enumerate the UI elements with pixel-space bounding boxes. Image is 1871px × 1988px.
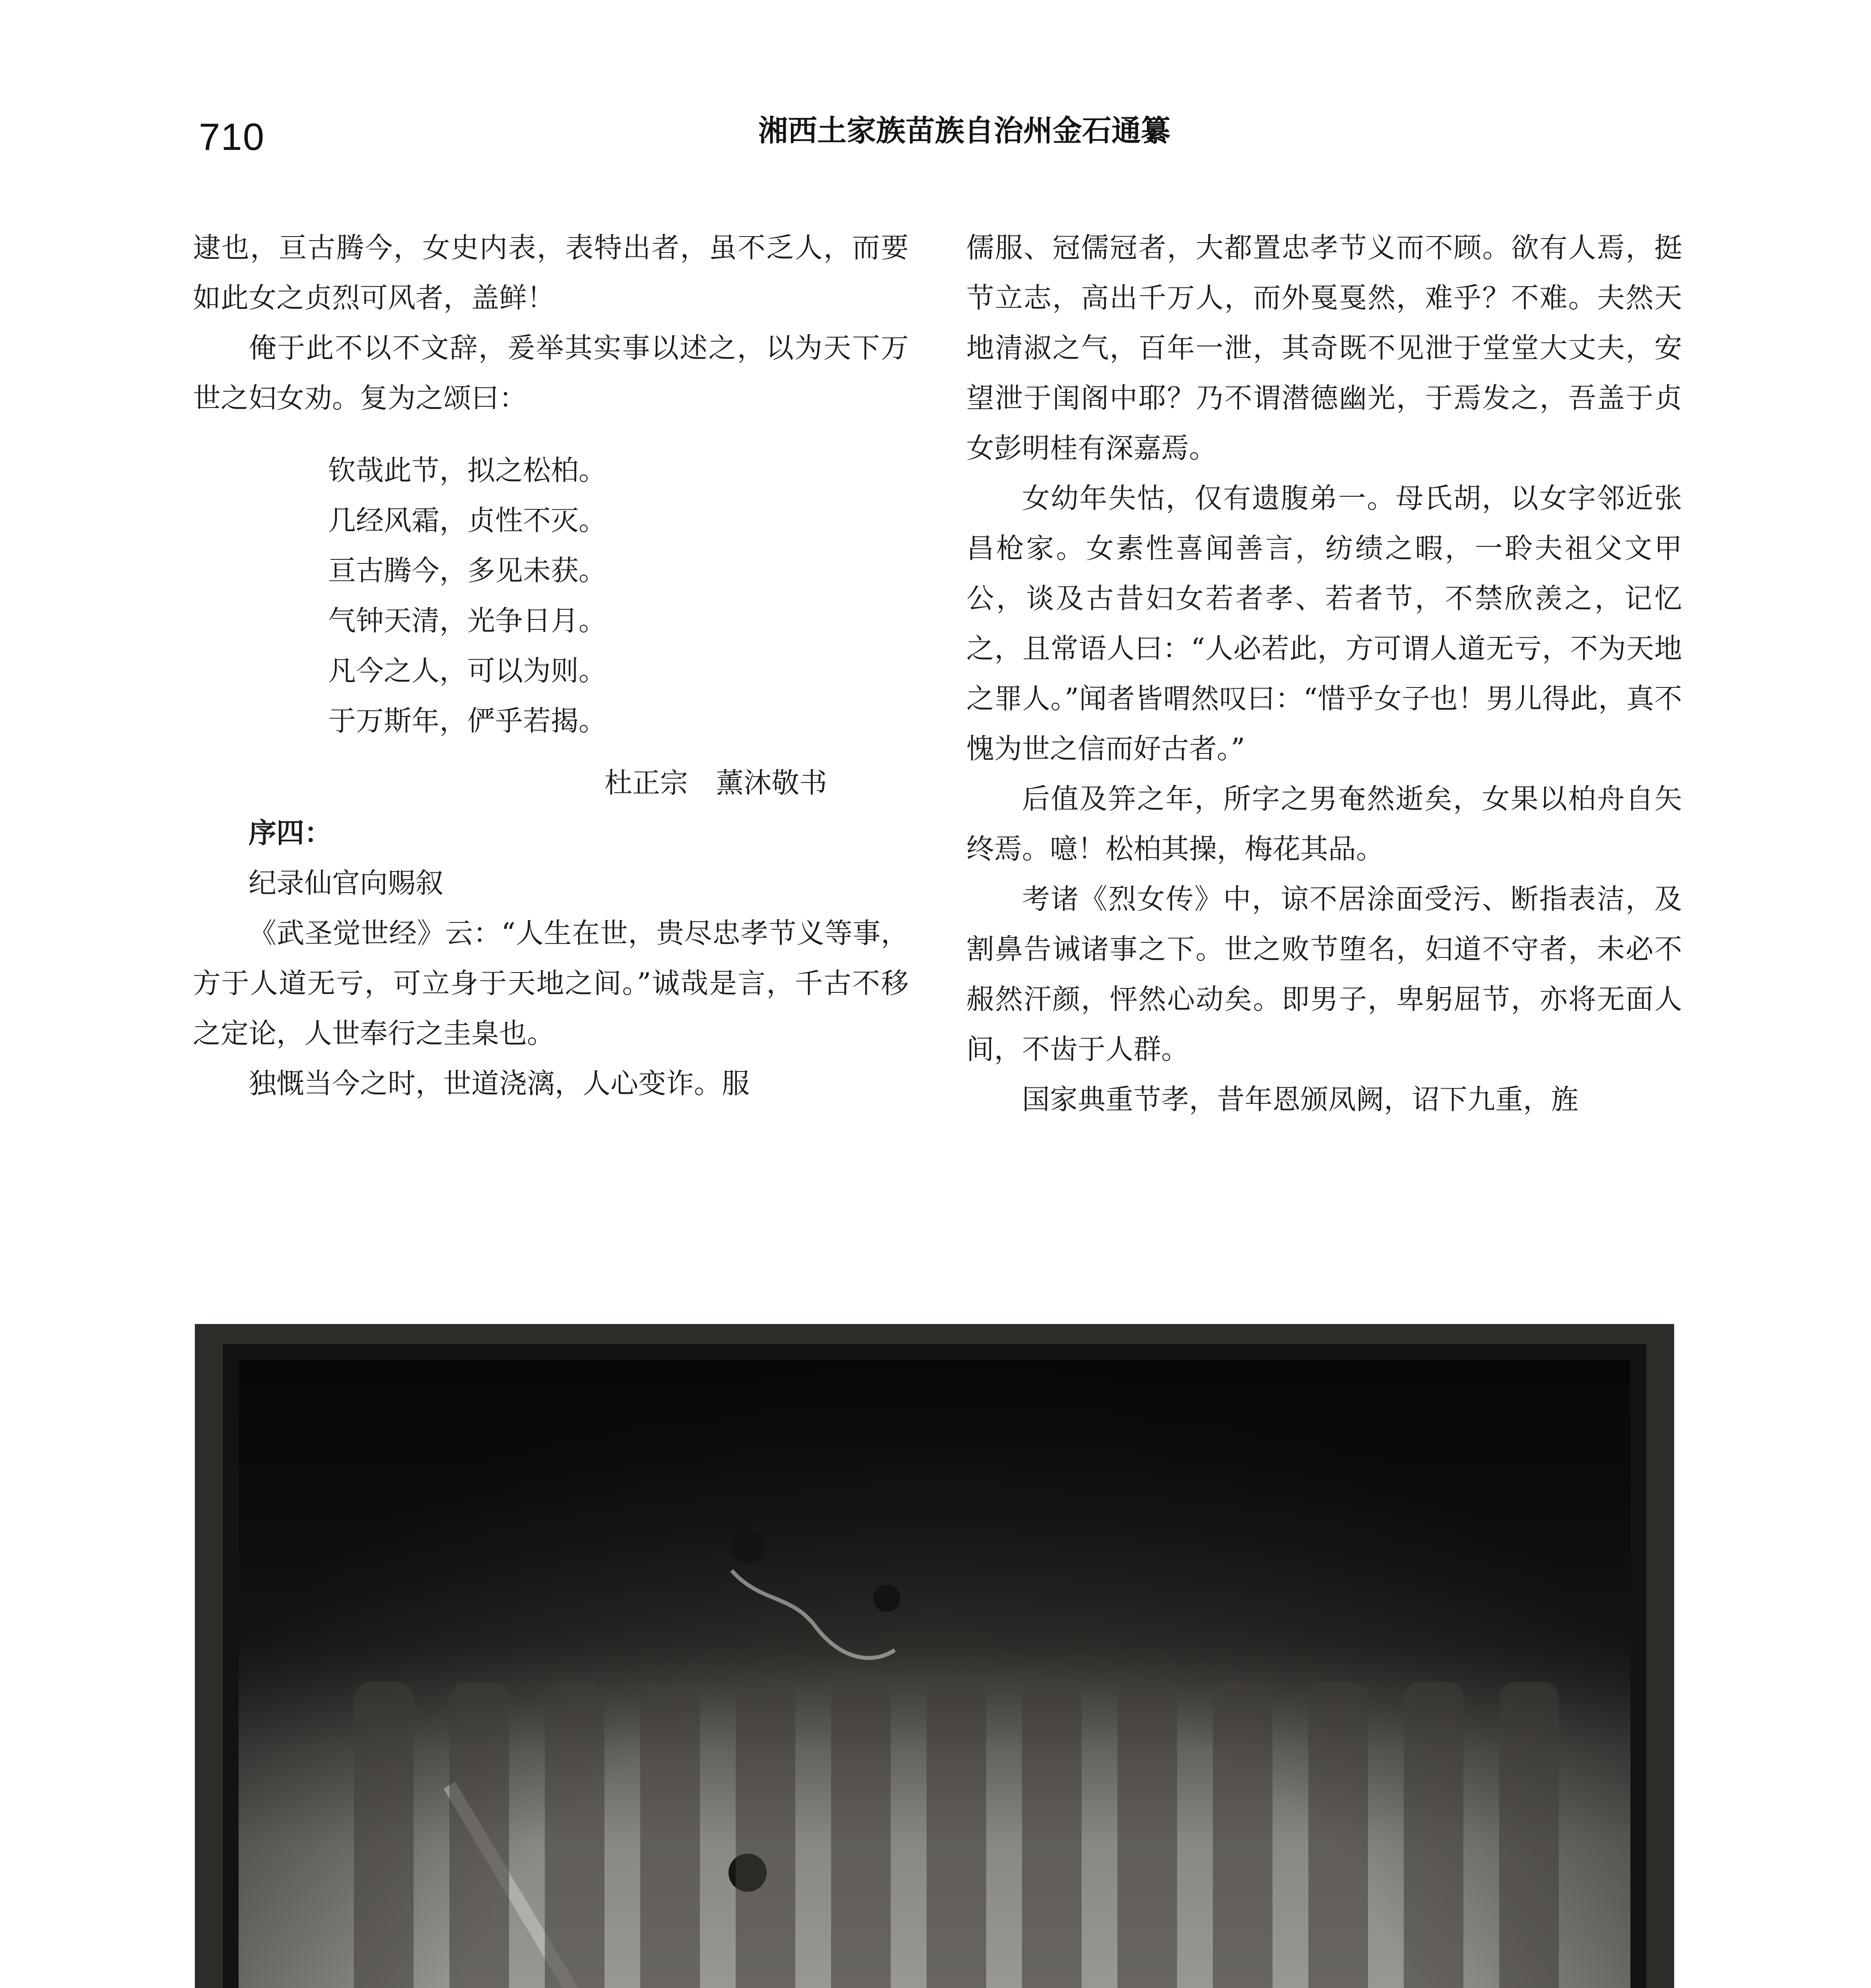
section-subtitle: 纪录仙官向赐叙 (249, 867, 443, 899)
section-label: 序四： (249, 816, 332, 849)
poem-line-2: 几经风霜，贞性不灭。 (328, 504, 606, 537)
right-paragraph-5: 国家典重节孝，昔年恩颁凤阙，诏下九重，旌 (1022, 1083, 1579, 1116)
left-column (193, 223, 909, 1109)
poem-line-1: 钦哉此节，拟之松柏。 (328, 454, 606, 487)
right-paragraph-1: 儒服、冠儒冠者，大都置忠孝节义而不顾。欲有人焉，挺节立志，高出千万人，而外戛戛然，难乎？不难。夫然天地清淑之气，百年一泄，其奇既不见泄于堂堂大丈夫，安望泄于闺阁中耶？乃不谓潜德幽光，于焉发之，吾盖于贞女彭明桂有深嘉焉。 (966, 231, 1682, 464)
right-column (966, 223, 1682, 1124)
ode-poem (328, 445, 909, 746)
poem-line-4: 气钟天清，光争日月。 (328, 604, 606, 637)
page-number: 710 (199, 116, 265, 158)
left-paragraph-4: 《武圣觉世经》云：“人生在世，贵尽忠孝节义等事，方于人道无亏，可立身于天地之间。”诚哉是言，千古不移之定论，人世奉行之圭臬也。 (193, 917, 909, 1050)
right-paragraph-4: 考诸《烈女传》中，谅不居涂面受污、断指表洁，及割鼻告诫诸事之下。世之败节堕名，妇道不守者，未必不赧然汗颜，怦然心动矣。即男子，卑躬屈节，亦将无面人间，不齿于人群。 (966, 883, 1682, 1066)
poem-line-5: 凡今之人，可以为则。 (328, 654, 606, 687)
right-paragraph-2: 女幼年失怙，仅有遗腹弟一。母氏胡，以女字邻近张昌枪家。女素性喜闻善言，纺绩之暇，一聆夫祖父文甲公，谈及古昔妇女若者孝、若者节，不禁欣羡之，记忆之，且常语人曰：“人必若此，方可谓人道无亏，不为天地之罪人。”闻者皆喟然叹曰：“惜乎女子也！男儿得此，真不愧为世之信而好古者。” (966, 482, 1682, 765)
running-title: 湘西土家族苗族自治州金石通纂 (758, 114, 1170, 148)
left-paragraph-5: 独慨当今之时，世道浇漓，人心变诈。服 (249, 1067, 750, 1100)
poem-line-3: 亘古腾今，多见未获。 (328, 554, 606, 587)
stone-inscription-photo (195, 1324, 1674, 1988)
left-paragraph-1: 逮也，亘古腾今，女史内表，表特出者，虽不乏人，而要如此女之贞烈可风者，盖鲜！ (193, 231, 909, 314)
poem-line-6: 于万斯年，俨乎若揭。 (328, 705, 606, 737)
inscription-photo-art (195, 1324, 1674, 1988)
signature: 杜正宗 薰沐敬书 (604, 767, 827, 799)
left-paragraph-2: 俺于此不以不文辞，爰举其实事以述之，以为天下万世之妇女劝。复为之颂曰： (193, 332, 909, 414)
right-paragraph-3: 后值及笄之年，所字之男奄然逝矣，女果以柏舟自矢终焉。噫！松柏其操，梅花其品。 (966, 782, 1682, 865)
